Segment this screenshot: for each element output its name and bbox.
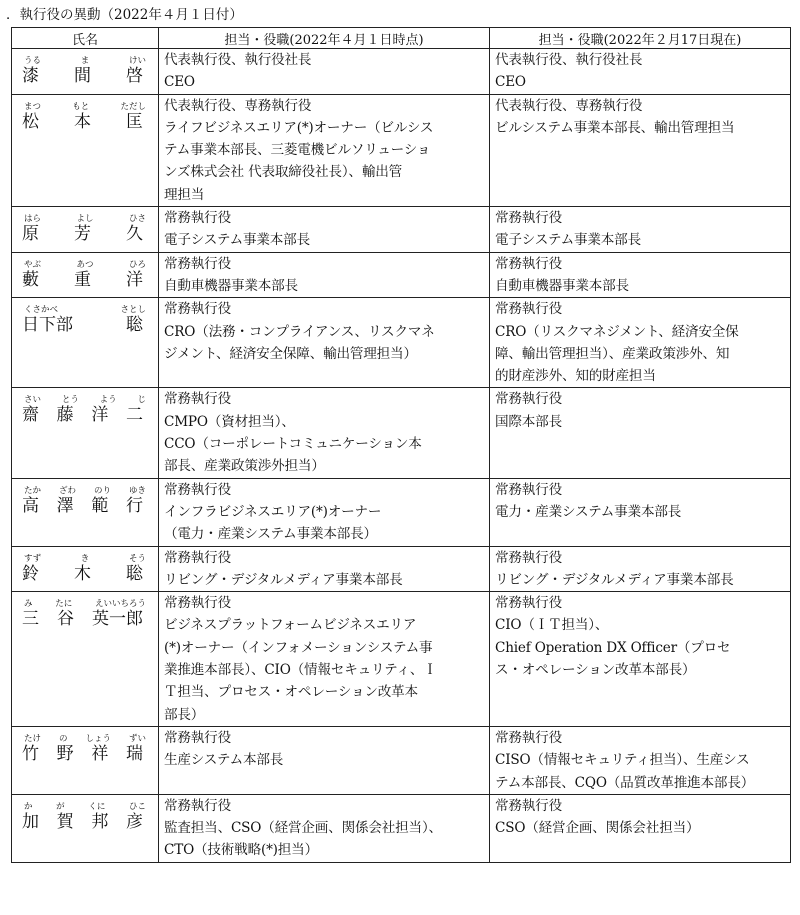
- officer-name: [12, 744, 158, 765]
- officer-name-cell: [12, 592, 159, 727]
- name-part: 賀: [56, 811, 74, 832]
- role-line: CIO（ＩＴ担当）、: [495, 617, 609, 634]
- furigana-reading: [12, 599, 158, 609]
- furigana-part: うる: [24, 56, 42, 66]
- furigana-reading: [12, 56, 158, 66]
- role-line: 自動車機器事業本部長: [164, 277, 298, 294]
- furigana-reading: [12, 260, 158, 270]
- furigana-part: ひろ: [128, 259, 146, 270]
- name-part: 聡: [126, 563, 143, 584]
- furigana-part: ざわ: [58, 485, 76, 496]
- old-role-cell: [490, 94, 791, 206]
- name-part: 聡: [126, 315, 143, 336]
- role-line: ス・オペレーション改革本部長）: [495, 662, 696, 679]
- name-part: 齋: [22, 405, 39, 426]
- role-line: ジメント、経済安全保障、輸出管理担当）: [164, 345, 417, 362]
- role-line: CEO: [495, 74, 526, 91]
- role-line: 障、輸出管理担当）、産業政策渉外、知: [495, 345, 730, 362]
- old-role-cell: [490, 794, 791, 862]
- role-line: 常務執行役: [164, 255, 231, 272]
- section-heading: ．執行役の異動（2022年４月１日付）: [6, 7, 243, 23]
- officer-name: [12, 812, 158, 833]
- new-role-cell: [159, 49, 490, 95]
- furigana-part: しょう: [85, 733, 111, 744]
- role-line: 部長、産業政策渉外担当）: [164, 458, 325, 475]
- role-line: ンズ株式会社 代表取締役社長）、輸出管: [164, 164, 402, 181]
- furigana-reading: [12, 486, 158, 496]
- officer-name: [12, 609, 158, 630]
- officer-name: [12, 66, 158, 87]
- officer-name-cell: [12, 49, 159, 95]
- furigana-part: み: [24, 599, 33, 610]
- furigana-part: けい: [128, 56, 146, 66]
- officer-name-cell: [12, 388, 159, 478]
- name-part: 芳: [74, 224, 91, 245]
- furigana-part: か: [24, 801, 33, 812]
- role-line: 監査担当、CSO（経営企画、関係会社担当）、: [164, 820, 442, 837]
- role-line: 常務執行役: [495, 595, 562, 612]
- header-old-role: 担当・役職(2022年２月17日現在): [490, 28, 791, 49]
- officer-name-cell: [12, 94, 159, 206]
- name-part: 祥: [91, 743, 109, 764]
- new-role-cell: [159, 794, 490, 862]
- furigana-reading: [12, 554, 158, 564]
- role-line: CCO（コーポレートコミュニケーション本: [164, 436, 422, 453]
- name-part: 鈴: [22, 563, 39, 584]
- role-line: CEO: [164, 74, 195, 91]
- table-row: [12, 49, 791, 95]
- name-part: 原: [22, 224, 39, 245]
- name-part: 高: [22, 495, 39, 516]
- furigana-part: が: [56, 801, 65, 812]
- old-role-cell: [490, 252, 791, 298]
- officer-name-cell: [12, 726, 159, 794]
- role-line: 国際本部長: [495, 413, 562, 430]
- role-line: CTO（技術戦略(*)担当）: [164, 842, 318, 859]
- new-role-cell: [159, 252, 490, 298]
- name-part: 日下部: [22, 315, 73, 336]
- role-line: CISO（情報セキュリティ担当）、生産シス: [495, 752, 750, 769]
- officer-name-cell: [12, 298, 159, 388]
- name-part: 瑞: [125, 743, 143, 764]
- name-part: 三: [22, 609, 39, 630]
- name-part: 松: [22, 111, 39, 132]
- role-line: (*)オーナー（インフォメーションシステム事: [164, 639, 433, 656]
- name-part: 澤: [56, 495, 74, 516]
- new-role-cell: [159, 94, 490, 206]
- old-role-cell: [490, 546, 791, 592]
- name-part: 間: [74, 66, 91, 86]
- furigana-part: き: [80, 553, 90, 564]
- furigana-part: たけ: [24, 733, 42, 744]
- role-line: 電子システム事業本部長: [495, 232, 641, 249]
- role-line: 常務執行役: [495, 549, 562, 566]
- name-part: 彦: [125, 811, 143, 832]
- role-line: 自動車機器事業本部長: [495, 277, 629, 294]
- name-part: 谷: [57, 609, 74, 630]
- table-row: [12, 298, 791, 388]
- role-line: 電子システム事業本部長: [164, 232, 310, 249]
- role-line: CRO（リスクマネジメント、経済安全保: [495, 323, 739, 340]
- role-line: CRO（法務・コンプライアンス、リスクマネ: [164, 323, 435, 340]
- furigana-part: さい: [24, 395, 42, 406]
- new-role-cell: [159, 546, 490, 592]
- role-line: 常務執行役: [164, 391, 231, 408]
- role-line: 常務執行役: [164, 301, 231, 318]
- furigana-part: ずい: [128, 733, 146, 744]
- old-role-cell: [490, 298, 791, 388]
- table-row: [12, 252, 791, 298]
- role-line: 常務執行役: [164, 797, 231, 814]
- officer-name-cell: [12, 794, 159, 862]
- role-line: 代表執行役、専務執行役: [164, 97, 312, 114]
- furigana-part: ひさ: [128, 214, 146, 225]
- header-new-role: 担当・役職(2022年４月１日時点): [159, 28, 490, 49]
- furigana-part: ま: [80, 56, 90, 66]
- furigana-part: じ: [137, 395, 146, 406]
- furigana-part: よう: [99, 395, 117, 406]
- role-line: 常務執行役: [495, 301, 562, 318]
- role-line: ビルシステム事業本部長、輸出管理担当: [495, 119, 735, 136]
- furigana-reading: [12, 305, 158, 315]
- furigana-part: すず: [24, 553, 42, 564]
- furigana-part: とう: [61, 395, 79, 406]
- furigana-part: はら: [24, 214, 42, 225]
- new-role-cell: [159, 298, 490, 388]
- officer-name: [12, 112, 158, 133]
- furigana-part: たに: [55, 599, 73, 610]
- name-part: 英一郎: [92, 609, 143, 630]
- officer-name: [12, 496, 158, 517]
- role-line: 部長）: [164, 706, 205, 723]
- role-line: 業推進本部長）、CIO（情報セキュリティ、Ｉ: [164, 662, 437, 679]
- name-part: 重: [74, 269, 91, 290]
- name-part: 漆: [22, 66, 39, 86]
- furigana-part: えいいちろう: [94, 599, 146, 610]
- role-line: 電力・産業システム事業本部長: [495, 503, 682, 520]
- role-line: ビジネスプラットフォームビジネスエリア: [164, 617, 417, 634]
- role-line: ライフビジネスエリア(*)オーナー（ビルシス: [164, 119, 434, 136]
- role-line: 常務執行役: [495, 729, 562, 746]
- role-line: テム本部長、CQO（品質改革推進本部長）: [495, 774, 755, 791]
- role-line: 常務執行役: [495, 797, 562, 814]
- old-role-cell: [490, 49, 791, 95]
- furigana-part: まつ: [24, 101, 42, 112]
- new-role-cell: [159, 592, 490, 727]
- officer-name: [12, 224, 158, 245]
- table-row: [12, 794, 791, 862]
- role-line: Chief Operation DX Officer（プロセ: [495, 639, 731, 656]
- furigana-reading: [12, 395, 158, 405]
- role-line: 常務執行役: [495, 391, 562, 408]
- old-role-cell: [490, 388, 791, 478]
- table-row: [12, 726, 791, 794]
- name-part: 加: [22, 811, 39, 832]
- name-part: 久: [126, 224, 143, 245]
- table-row: [12, 388, 791, 478]
- role-line: 代表執行役、執行役社長: [495, 52, 643, 68]
- name-part: 藪: [22, 269, 39, 290]
- furigana-part: やぶ: [24, 259, 42, 270]
- name-part: 野: [56, 743, 74, 764]
- officer-name-cell: [12, 478, 159, 546]
- role-line: Ｔ担当、プロセス・オペレーション改革本: [164, 684, 418, 701]
- furigana-reading: [12, 734, 158, 744]
- name-part: 啓: [126, 66, 143, 86]
- officer-name-cell: [12, 207, 159, 253]
- officer-name: [12, 270, 158, 291]
- role-line: 常務執行役: [164, 481, 231, 498]
- role-line: リビング・デジタルメディア事業本部長: [164, 571, 403, 588]
- furigana-part: ゆき: [128, 485, 146, 496]
- name-part: 行: [125, 495, 143, 516]
- old-role-cell: [490, 592, 791, 727]
- role-line: 常務執行役: [164, 729, 231, 746]
- new-role-cell: [159, 478, 490, 546]
- furigana-part: ただし: [120, 101, 146, 112]
- role-line: インフラビジネスエリア(*)オーナー: [164, 503, 382, 520]
- header-name: 氏名: [12, 28, 159, 49]
- furigana-part: のり: [93, 485, 111, 496]
- officer-name: [12, 564, 158, 585]
- role-line: 常務執行役: [164, 549, 231, 566]
- table-row: [12, 207, 791, 253]
- furigana-reading: [12, 102, 158, 112]
- furigana-reading: [12, 214, 158, 224]
- name-part: 邦: [91, 811, 109, 832]
- role-line: 代表執行役、専務執行役: [495, 97, 643, 114]
- role-line: 理担当: [164, 186, 205, 203]
- table-row: [12, 592, 791, 727]
- furigana-part: もと: [72, 101, 90, 112]
- furigana-part: たか: [24, 485, 42, 496]
- role-line: 生産システム本部長: [164, 752, 284, 769]
- name-part: 洋: [126, 269, 143, 290]
- role-line: 常務執行役: [164, 595, 231, 612]
- role-line: 代表執行役、執行役社長: [164, 52, 312, 68]
- furigana-part: の: [58, 733, 68, 744]
- furigana-part: くに: [88, 801, 106, 812]
- name-part: 匡: [126, 111, 143, 132]
- name-part: 竹: [22, 743, 39, 764]
- role-line: CMPO（資材担当）、: [164, 413, 295, 430]
- officer-name: [12, 315, 158, 336]
- officer-name-cell: [12, 546, 159, 592]
- role-line: テム事業本部長、三菱電機ビルソリューショ: [164, 142, 431, 159]
- old-role-cell: [490, 478, 791, 546]
- old-role-cell: [490, 726, 791, 794]
- furigana-reading: [12, 802, 158, 812]
- table-row: [12, 546, 791, 592]
- role-line: 常務執行役: [164, 210, 231, 227]
- role-line: 常務執行役: [495, 210, 562, 227]
- name-part: 木: [74, 563, 91, 584]
- officer-name: [12, 405, 158, 426]
- table-row: [12, 94, 791, 206]
- role-line: リビング・デジタルメディア事業本部長: [495, 571, 734, 588]
- name-part: 藤: [56, 405, 74, 426]
- name-part: 範: [91, 495, 109, 516]
- new-role-cell: [159, 726, 490, 794]
- role-line: （電力・産業システム事業本部長）: [164, 526, 377, 543]
- role-line: 的財産渉外、知的財産担当: [495, 368, 656, 385]
- table-header-row: [12, 28, 791, 49]
- name-part: 二: [125, 405, 143, 426]
- furigana-part: あつ: [76, 259, 94, 270]
- officer-name-cell: [12, 252, 159, 298]
- name-part: 本: [74, 111, 91, 132]
- officer-change-table: [11, 27, 791, 863]
- furigana-part: そう: [128, 553, 146, 564]
- name-part: 洋: [91, 405, 109, 426]
- role-line: 常務執行役: [495, 255, 562, 272]
- furigana-part: ひこ: [128, 801, 146, 812]
- furigana-part: よし: [76, 214, 94, 225]
- old-role-cell: [490, 207, 791, 253]
- new-role-cell: [159, 388, 490, 478]
- role-line: CSO（経営企画、関係会社担当）: [495, 820, 700, 837]
- furigana-part: さとし: [120, 305, 146, 316]
- role-line: 常務執行役: [495, 481, 562, 498]
- furigana-part: くさかべ: [24, 305, 59, 316]
- new-role-cell: [159, 207, 490, 253]
- table-row: [12, 478, 791, 546]
